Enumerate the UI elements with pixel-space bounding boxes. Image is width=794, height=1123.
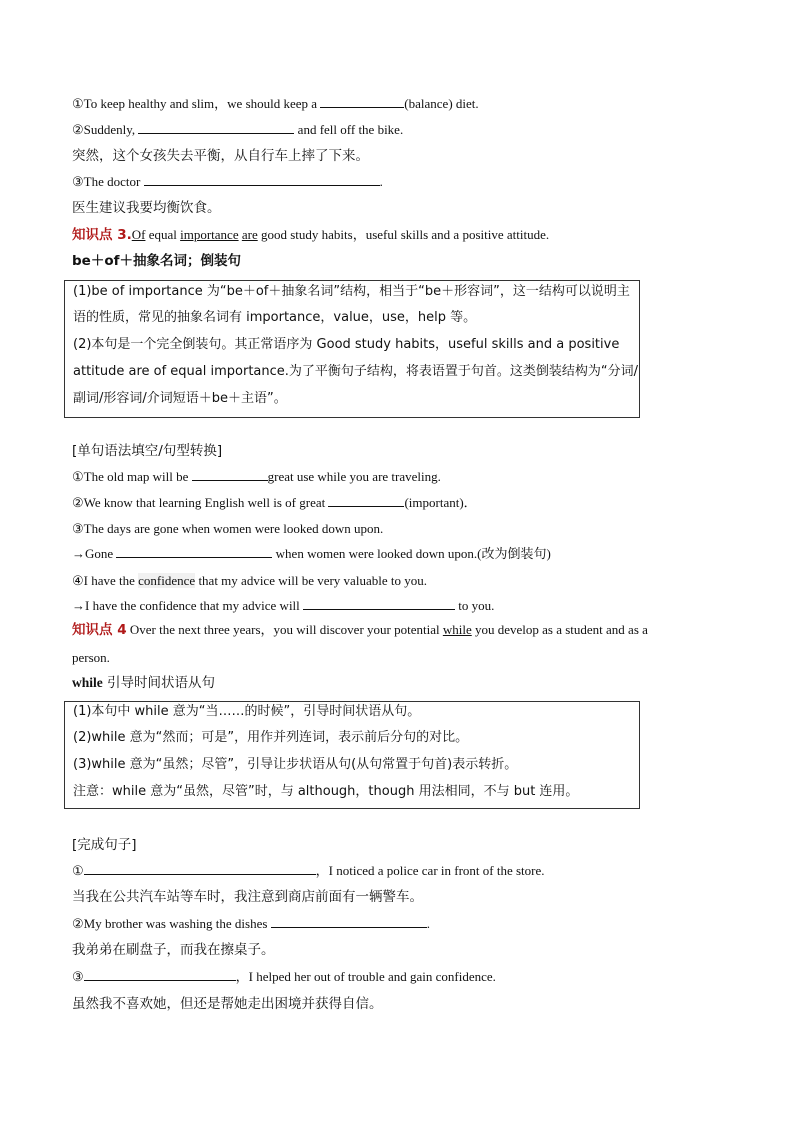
exercise-title: [完成句子] [72, 837, 137, 853]
answer-blank[interactable] [138, 121, 294, 134]
section-heading [72, 674, 215, 692]
text: . [426, 916, 430, 931]
text: . [379, 174, 383, 189]
text: good study habits，useful skills and a positive attitude. [257, 227, 550, 242]
underlined-word: are [241, 227, 258, 242]
text: ③ [72, 969, 84, 984]
text: you develop as a student and as a [471, 622, 648, 637]
explanation-line: (1)be of importance 为“be＋of＋抽象名词”结构，相当于“be＋形容词”，这一结构可以说明主 [73, 284, 630, 299]
exercise-line-5 [72, 572, 427, 590]
answer-blank[interactable] [192, 468, 268, 481]
text: ④I have the [72, 573, 139, 588]
exercise-line-3 [72, 968, 496, 986]
underlined-word: importance [180, 227, 239, 242]
text: that my advice will be very valuable to you. [195, 573, 427, 588]
answer-blank[interactable] [303, 597, 455, 610]
text: ①To keep healthy and slim，we should keep a [72, 96, 321, 111]
text: →I have the confidence that my advice will [72, 598, 304, 613]
text: when women were looked down upon.(改为倒装句) [272, 546, 551, 561]
answer-blank[interactable] [320, 95, 404, 108]
answer-blank[interactable] [328, 494, 404, 507]
knowledge-point-4 [72, 621, 648, 639]
text: and fell off the bike. [294, 122, 404, 137]
explanation-line: (1)本句中 while 意为“当……的时候”，引导时间状语从句。 [73, 704, 421, 719]
exercise-line-2 [72, 494, 477, 512]
highlighted-word: confidence [138, 573, 196, 588]
explanation-line: (2)while 意为“然而；可是”，用作并列连词，表示前后分句的对比。 [73, 730, 469, 745]
answer-blank[interactable] [271, 915, 427, 928]
exercise-title: [单句语法填空/句型转换] [72, 443, 223, 459]
knowledge-point-3 [72, 226, 549, 244]
answer-blank[interactable] [116, 545, 272, 558]
text: great use while you are traveling. [267, 469, 441, 484]
exercise-line-1 [72, 95, 479, 113]
text: ①The old map will be [72, 469, 192, 484]
exercise-line-2 [72, 121, 403, 139]
text: (balance) diet. [404, 96, 479, 111]
text: ，I helped her out of trouble and gain confidence. [235, 969, 496, 984]
underlined-word: while [442, 622, 472, 637]
text: ① [72, 863, 84, 878]
exercise-line-2 [72, 915, 430, 933]
text: ②My brother was washing the dishes [72, 916, 271, 931]
translation-line: 我弟弟在刷盘子，而我在擦桌子。 [72, 942, 275, 958]
explanation-line: 副词/形容词/介词短语＋be＋主语”。 [73, 391, 287, 406]
translation-line: 医生建议我要均衡饮食。 [72, 200, 221, 216]
text: equal [145, 227, 181, 242]
text: ②We know that learning English well is of great [72, 495, 329, 510]
exercise-line-1 [72, 862, 545, 880]
exercise-line-1 [72, 468, 441, 486]
explanation-line: 语的性质，常见的抽象名词有 importance，value，use，help 等。 [73, 310, 477, 325]
text: ②Suddenly, [72, 122, 139, 137]
translation-line: 突然，这个女孩失去平衡，从自行车上摔了下来。 [72, 148, 369, 164]
explanation-box [64, 280, 640, 418]
exercise-line-3 [72, 173, 383, 191]
text: Over the next three years，you will discover your potential [126, 622, 443, 637]
text: ③The doctor [72, 174, 144, 189]
answer-blank[interactable] [144, 173, 380, 186]
translation-line: 当我在公共汽车站等车时，我注意到商店前面有一辆警车。 [72, 889, 423, 905]
explanation-box [64, 701, 640, 809]
text: →Gone [72, 546, 117, 561]
heading-keyword: while [72, 675, 103, 690]
answer-blank[interactable] [84, 862, 316, 875]
text: (important)． [404, 495, 477, 510]
heading-text: 引导时间状语从句 [102, 675, 216, 691]
text: to you. [455, 598, 495, 613]
exercise-line-4 [72, 545, 551, 563]
section-heading: be＋of＋抽象名词；倒装句 [72, 253, 241, 269]
exercise-line-3: ③The days are gone when women were looked down upon. [72, 521, 384, 536]
explanation-line: attitude are of equal importance.为了平衡句子结构，将表语置于句首。这类倒装结构为“分词/ [73, 364, 639, 379]
knowledge-continuation: person. [72, 650, 110, 665]
knowledge-label: 知识点 4 [72, 622, 127, 638]
translation-line: 虽然我不喜欢她，但还是帮她走出困境并获得自信。 [72, 996, 383, 1012]
explanation-line: (3)while 意为“虽然；尽管”，引导让步状语从句(从句常置于句首)表示转折。 [73, 757, 518, 772]
answer-blank[interactable] [84, 968, 236, 981]
explanation-line: 注意：while 意为“虽然，尽管”时，与 although，though 用法相同，不与 but 连用。 [73, 784, 579, 799]
knowledge-label: 知识点 3. [72, 227, 132, 243]
explanation-line: (2)本句是一个完全倒装句。其正常语序为 Good study habits，useful skills and a positive [73, 337, 620, 352]
exercise-line-6 [72, 597, 494, 615]
text: ，I noticed a police car in front of the store. [315, 863, 545, 878]
underlined-word: Of [131, 227, 146, 242]
